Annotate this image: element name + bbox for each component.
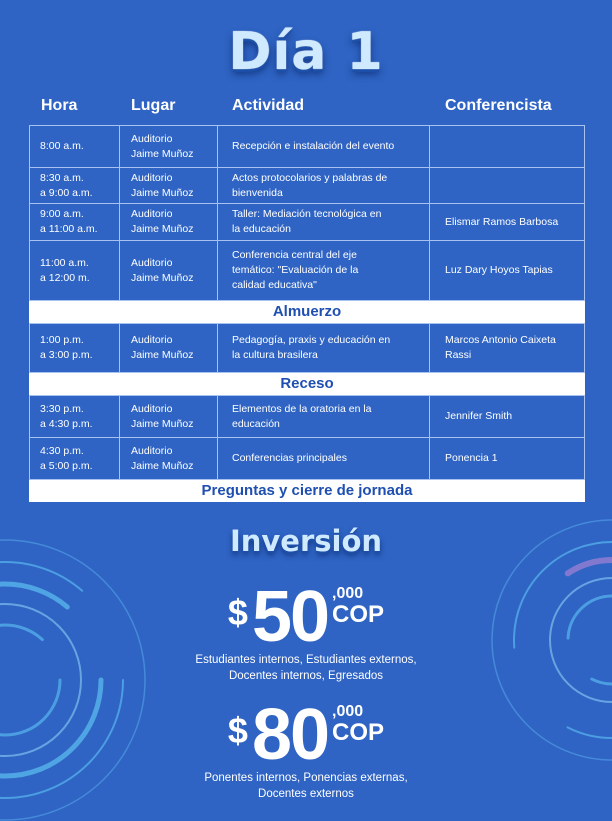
table-row <box>29 240 585 300</box>
cell-hora: 8:30 a.m. a 9:00 a.m. <box>29 168 120 203</box>
price-amount: 80 <box>251 695 329 775</box>
cell-hora: 9:00 a.m. a 11:00 a.m. <box>29 204 120 240</box>
cell-conferencista: Luz Dary Hoyos Tapias <box>430 241 585 300</box>
cell-hora: 8:00 a.m. <box>29 126 120 167</box>
price-2-description: Ponentes internos, Ponencias externas, Docentes externos <box>204 772 408 800</box>
inversion-title: Inversión <box>229 524 383 558</box>
cell-lugar: Auditorio Jaime Muñoz <box>120 168 218 203</box>
cell-actividad: Actos protocolarios y palabras de bienvenida <box>218 168 430 203</box>
cell-lugar: Auditorio Jaime Muñoz <box>120 438 218 479</box>
dollar-sign: $ <box>227 592 248 633</box>
price-thousands: ,000 <box>332 703 364 720</box>
table-row <box>29 323 585 372</box>
cell-hora: 11:00 a.m. a 12:00 m. <box>29 241 120 300</box>
cell-actividad: Elementos de la oratoria en la educación <box>218 396 430 437</box>
cell-actividad: Taller: Mediación tecnológica en la educación <box>218 204 430 240</box>
cell-lugar: Auditorio Jaime Muñoz <box>120 126 218 167</box>
band-almuerzo: Almuerzo <box>29 300 585 323</box>
band-receso: Receso <box>29 372 585 395</box>
price-50000 <box>0 577 612 657</box>
price-80000 <box>0 695 612 775</box>
header-conferencista: Conferencista <box>445 97 552 114</box>
schedule-table <box>29 125 585 502</box>
cell-hora: 1:00 p.m. a 3:00 p.m. <box>29 324 120 372</box>
cell-actividad: Recepción e instalación del evento <box>218 126 430 167</box>
table-row <box>29 437 585 480</box>
cell-conferencista: Jennifer Smith <box>430 396 585 437</box>
price-currency: COP <box>332 719 385 746</box>
cell-lugar: Auditorio Jaime Muñoz <box>120 324 218 372</box>
dollar-sign: $ <box>227 710 248 751</box>
cell-hora: 3:30 p.m. a 4:30 p.m. <box>29 396 120 437</box>
cell-lugar: Auditorio Jaime Muñoz <box>120 396 218 437</box>
table-row <box>29 125 585 167</box>
day-title: Día 1 <box>228 22 384 82</box>
price-thousands: ,000 <box>332 585 364 602</box>
header-actividad: Actividad <box>232 97 305 114</box>
price-currency: COP <box>332 601 385 628</box>
cell-conferencista: Marcos Antonio Caixeta Rassi <box>430 324 585 372</box>
header-hora: Hora <box>41 97 78 114</box>
table-row <box>29 167 585 203</box>
band-cierre: Preguntas y cierre de jornada <box>29 480 585 502</box>
table-row <box>29 203 585 240</box>
table-row <box>29 395 585 437</box>
cell-lugar: Auditorio Jaime Muñoz <box>120 204 218 240</box>
price-1-description: Estudiantes internos, Estudiantes externos, Docentes internos, Egresados <box>195 654 417 682</box>
cell-hora: 4:30 p.m. a 5:00 p.m. <box>29 438 120 479</box>
cell-lugar: Auditorio Jaime Muñoz <box>120 241 218 300</box>
cell-actividad: Conferencia central del eje temático: "Evaluación de la calidad educativa" <box>218 241 430 300</box>
header-lugar: Lugar <box>131 97 176 114</box>
price-amount: 50 <box>251 577 329 657</box>
cell-conferencista <box>430 126 585 167</box>
cell-conferencista: Elismar Ramos Barbosa <box>430 204 585 240</box>
cell-actividad: Pedagogía, praxis y educación en la cultura brasilera <box>218 324 430 372</box>
cell-conferencista <box>430 168 585 203</box>
cell-actividad: Conferencias principales <box>218 438 430 479</box>
cell-conferencista: Ponencia 1 <box>430 438 585 479</box>
